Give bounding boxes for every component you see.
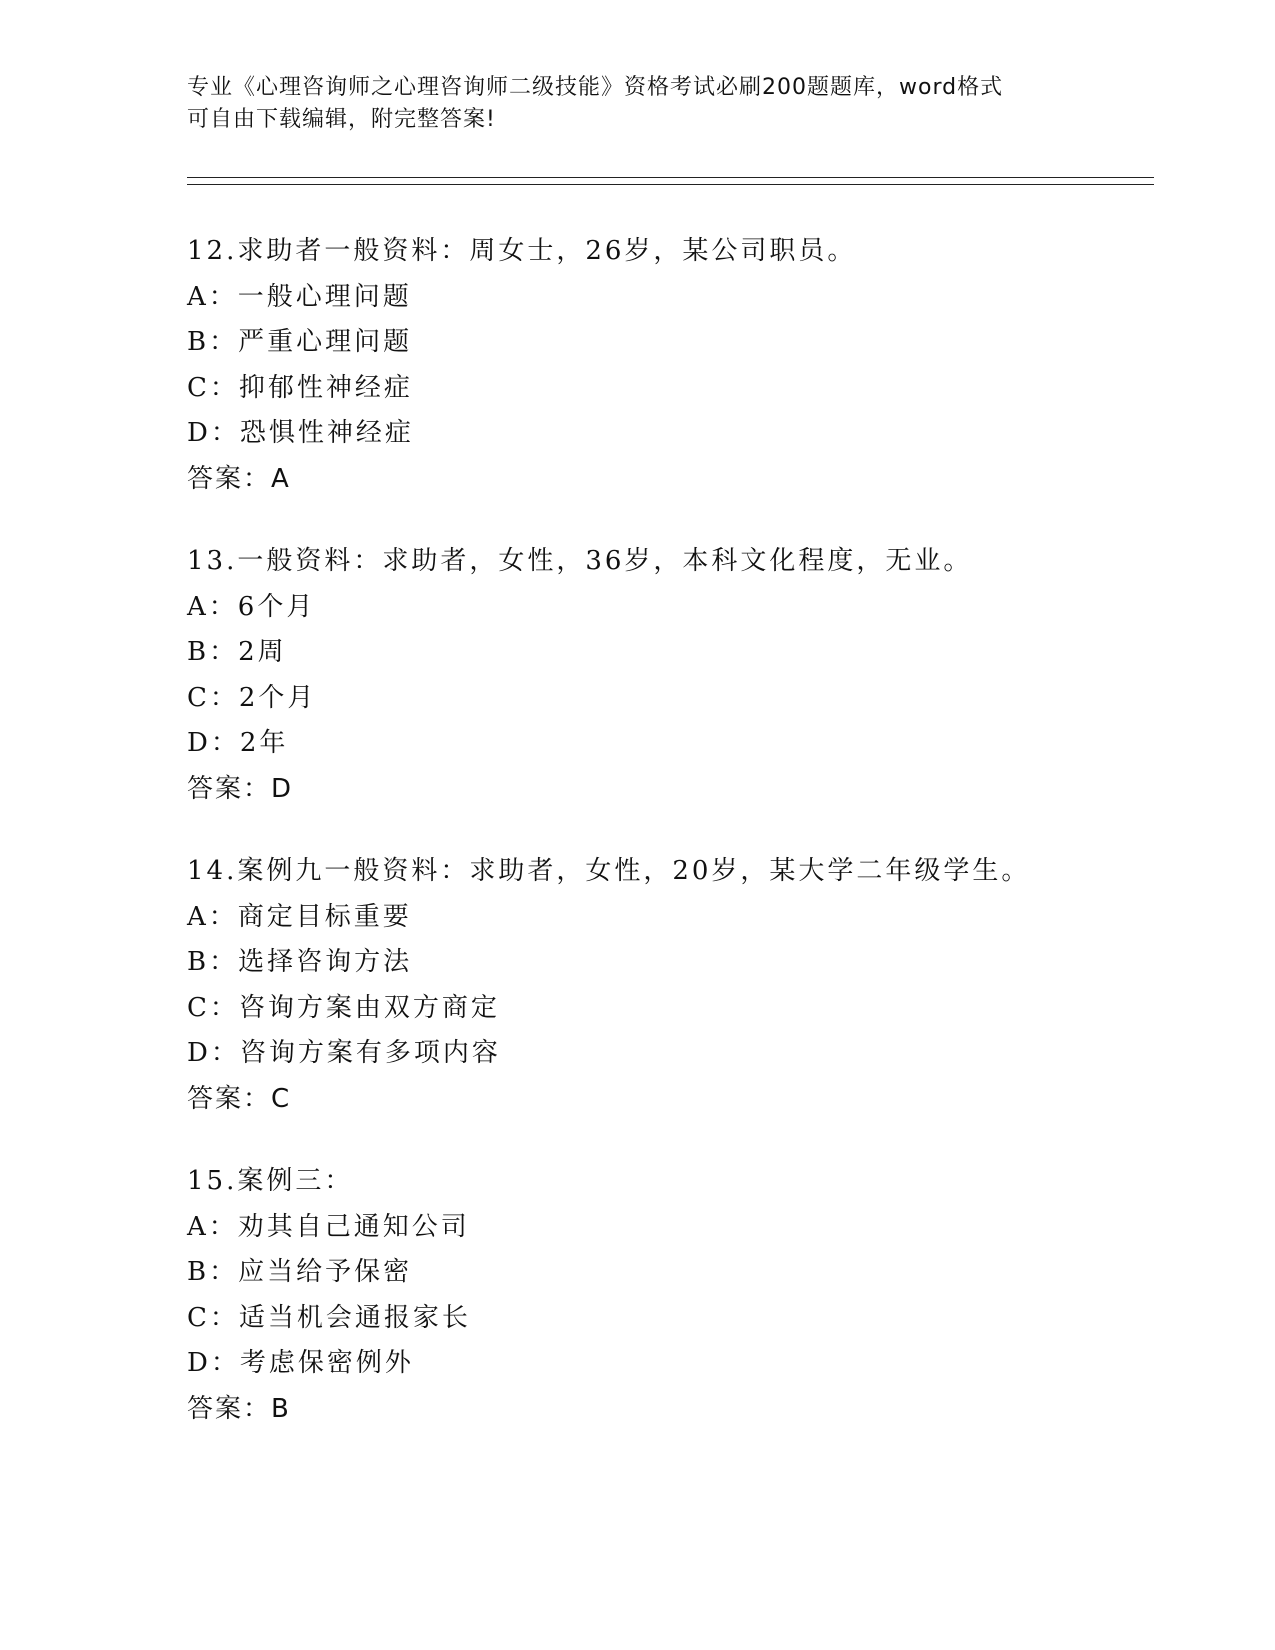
question-text: 14.案例九一般资料：求助者，女性，20岁，某大学二年级学生。: [187, 856, 1031, 886]
document-header: [187, 72, 1087, 136]
option-c: C：抑郁性神经症: [187, 372, 413, 403]
answer-line: 答案：D: [187, 773, 294, 804]
option-c: C：咨询方案由双方商定: [187, 992, 500, 1023]
option-b: B：严重心理问题: [187, 327, 413, 357]
header-line-1: 专业《心理咨询师之心理咨询师二级技能》资格考试必刷200题题库，word格式: [187, 75, 1004, 100]
option-c: C：2个月: [187, 682, 317, 713]
answer-line: 答案：C: [187, 1083, 292, 1114]
option-a: A：商定目标重要: [187, 901, 412, 932]
question-text: 13.一般资料：求助者，女性，36岁，本科文化程度，无业。: [187, 546, 973, 576]
option-b: B：2周: [187, 637, 287, 667]
option-d: D：2年: [187, 728, 289, 758]
question-text: 12.求助者一般资料：周女士，26岁，某公司职员。: [187, 236, 857, 266]
question-text: 15.案例三：: [187, 1166, 354, 1196]
option-c: C：适当机会通报家长: [187, 1302, 471, 1333]
option-d: D：咨询方案有多项内容: [187, 1038, 501, 1068]
option-b: B：选择咨询方法: [187, 947, 413, 977]
option-a: A：一般心理问题: [187, 281, 412, 312]
option-d: D：恐惧性神经症: [187, 418, 414, 448]
header-line-2: 可自由下载编辑，附完整答案!: [187, 107, 496, 132]
answer-line: 答案：B: [187, 1393, 291, 1424]
option-a: A：6个月: [187, 591, 316, 622]
question-14: [187, 849, 1147, 1122]
header-double-rule: [187, 177, 1154, 185]
question-12: [187, 229, 1147, 502]
question-15: [187, 1159, 1147, 1432]
question-list: [187, 229, 1147, 1469]
option-d: D：考虑保密例外: [187, 1348, 414, 1378]
question-13: [187, 539, 1147, 812]
option-a: A：劝其自己通知公司: [187, 1211, 470, 1242]
answer-line: 答案：A: [187, 463, 291, 494]
option-b: B：应当给予保密: [187, 1257, 413, 1287]
